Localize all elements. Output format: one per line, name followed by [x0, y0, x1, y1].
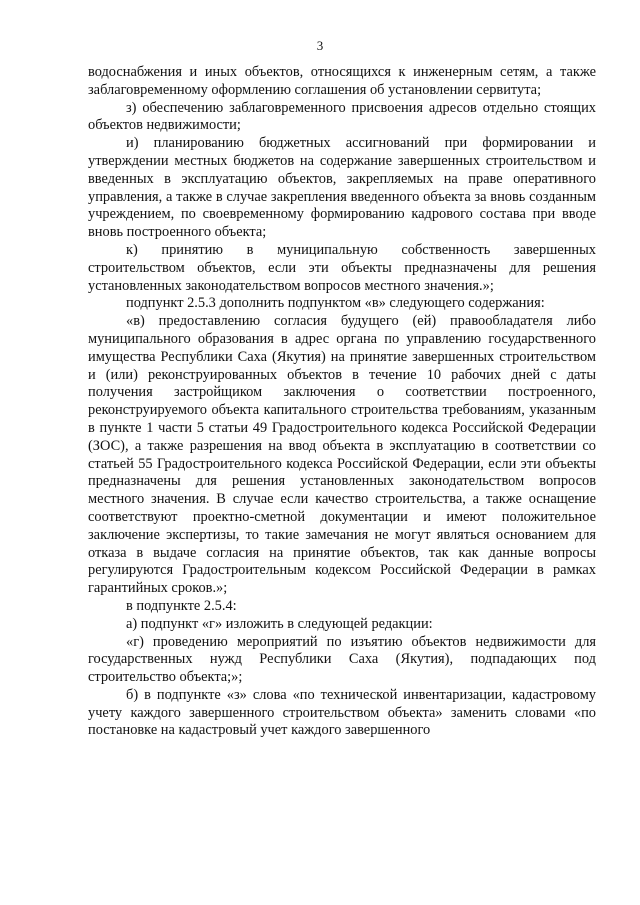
paragraph: б) в подпункте «з» слова «по технической инвентаризации, кадастровому учету каждого завершенного строительством объекта» заменить словами «по постановке на кадастровый учет каждого завершенного	[88, 686, 596, 739]
paragraph: и) планированию бюджетных ассигнований при формировании и утверждении местных бюджетов на содержание завершенных строительством и введенных в эксплуатацию объектов, закрепляемых на праве оперативного управления, а также в случае закрепления введенного объекта за вновь созданным учреждением, по своевременному формированию кадрового состава при вводе вновь построенного объекта;	[88, 135, 596, 241]
paragraph: «г) проведению мероприятий по изъятию объектов недвижимости для государственных нужд Республики Саха (Якутия), подпадающих под строительство объекта;»;	[88, 633, 596, 686]
paragraph: подпункт 2.5.3 дополнить подпунктом «в» следующего содержания:	[126, 295, 545, 312]
paragraph: «в) предоставлению согласия будущего (ей) правообладателя либо муниципального образования в адрес органа по управлению государственного имущества Республики Саха (Якутия) на принятие завершенных строительством и (или) реконструированных объектов в течение 10 рабочих дней с даты получения застройщиком заключения о соответствии построенного, реконструируемого объекта капитального строительства требованиям, указанным в пункте 1 части 5 статьи 49 Градостроительного кодекса Российской Федерации (ЗОС), а также разрешения на ввод объекта в эксплуатацию в соответствии со статьей 55 Градостроительного кодекса Российской Федерации, если эти объекты предназначены для решения установленных законодательством вопросов местного значения. В случае если качество строительства, а также оснащение соответствуют проектно-сметной документации и имеют положительное заключение экспертизы, то такие замечания не могут являться основанием для отказа в выдаче согласия на принятие объектов, так как данные вопросы регулируются Градостроительным кодексом Российской Федерации в рамках гарантийных сроков.»;	[88, 313, 596, 597]
paragraph: водоснабжения и иных объектов, относящихся к инженерным сетям, а также заблаговременному оформлению соглашения об установлении сервитута;	[88, 64, 596, 98]
document-body	[88, 64, 596, 740]
paragraph: а) подпункт «г» изложить в следующей редакции:	[126, 615, 433, 632]
paragraph: в подпункте 2.5.4:	[126, 597, 237, 614]
paragraph: з) обеспечению заблаговременного присвоения адресов отдельно стоящих объектов недвижимости;	[88, 99, 596, 134]
page-number: 3	[316, 38, 324, 53]
paragraph: к) принятию в муниципальную собственность завершенных строительством объектов, если эти объекты предназначены для решения установленных законодательством вопросов местного значения.»;	[88, 241, 596, 294]
